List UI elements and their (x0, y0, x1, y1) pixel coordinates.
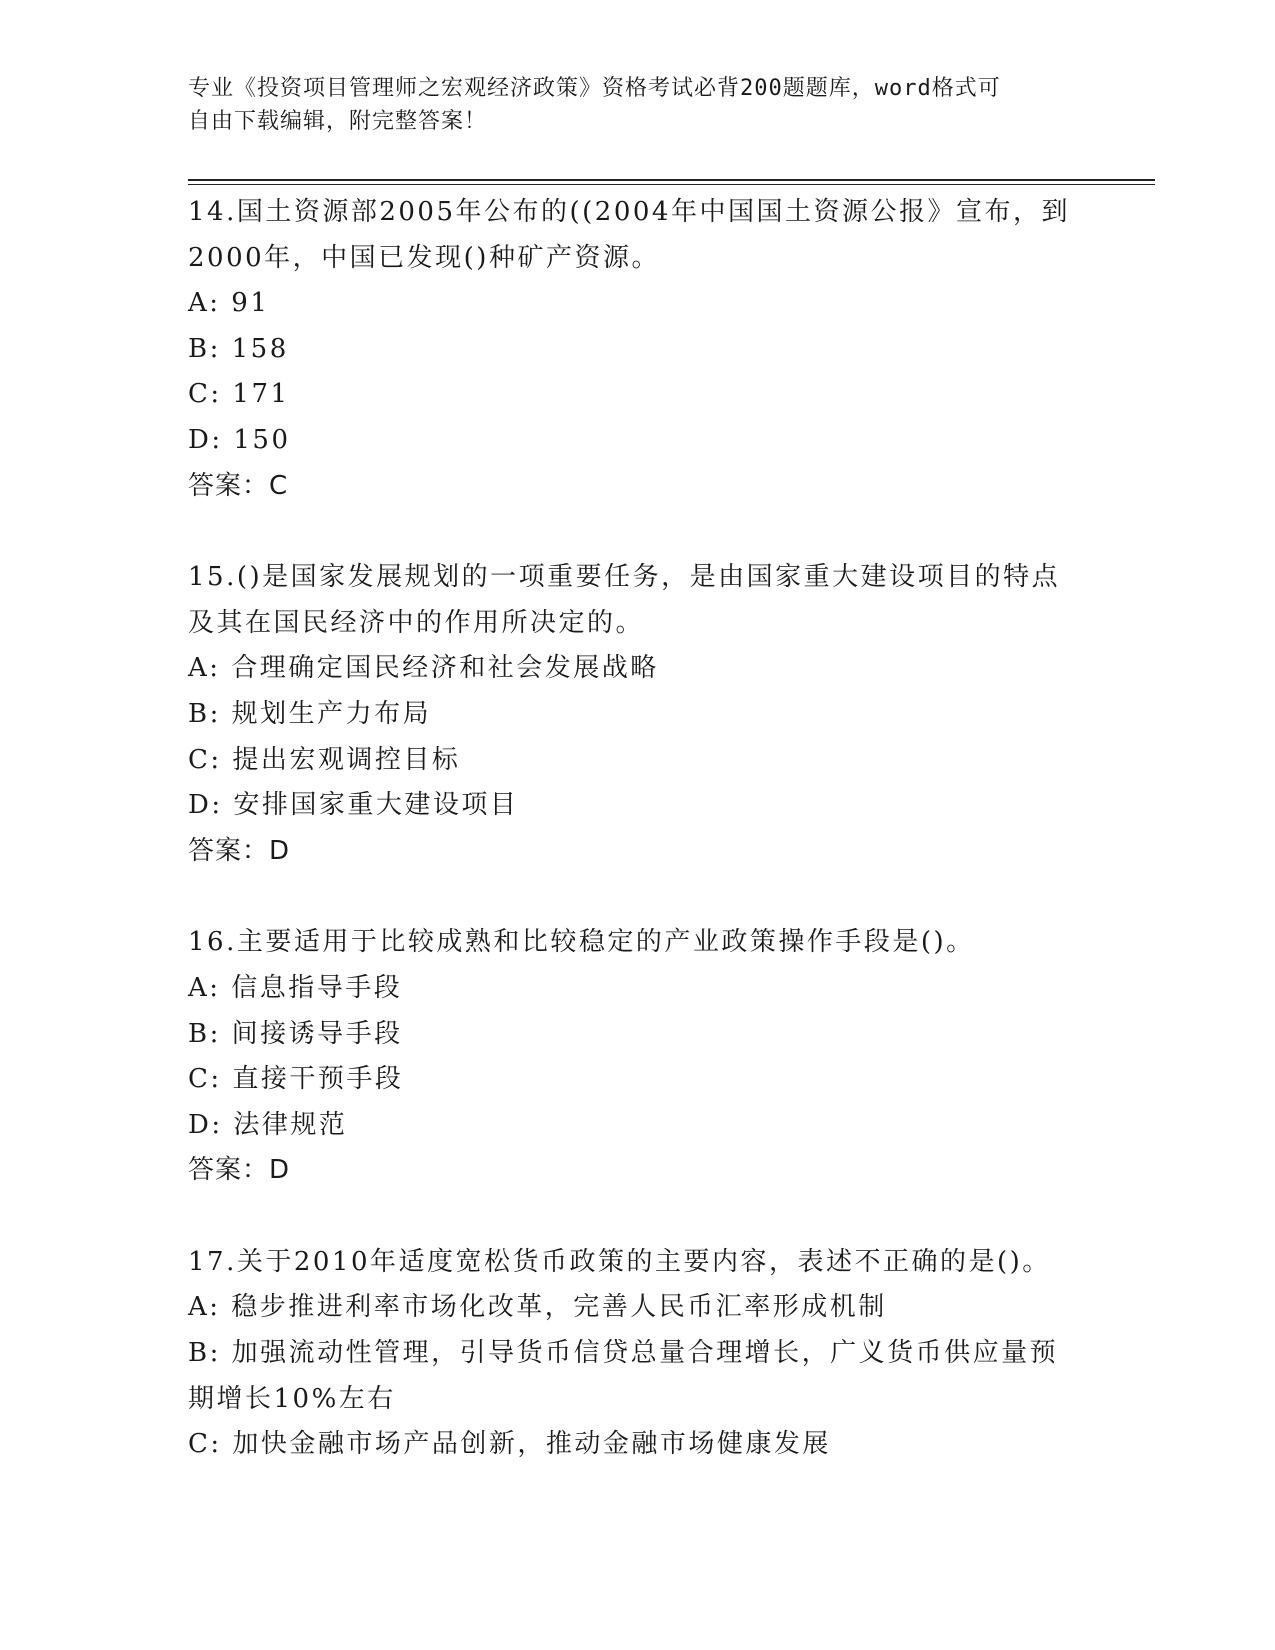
question-14 (188, 190, 1088, 509)
question-text-line: 2000年，中国已发现()种矿产资源。 (188, 242, 660, 273)
answer: 答案：C (188, 470, 289, 501)
question-text-line: 16.主要适用于比较成熟和比较稳定的产业政策操作手段是()。 (188, 927, 975, 958)
option-b: B: 158 (188, 333, 289, 364)
option-a: A: 稳步推进利率市场化改革，完善人民币汇率形成机制 (188, 1292, 887, 1323)
option-d: D: 安排国家重大建设项目 (188, 790, 519, 821)
option-d: D: 法律规范 (188, 1109, 348, 1140)
option-a: A: 91 (188, 288, 270, 319)
option-a: A: 合理确定国民经济和社会发展战略 (188, 653, 659, 684)
option-b-continuation: 期增长10%左右 (188, 1383, 396, 1414)
option-c: C: 直接干预手段 (188, 1064, 404, 1095)
option-d: D: 150 (188, 424, 291, 455)
question-15 (188, 555, 1088, 874)
answer: 答案：D (188, 1155, 291, 1186)
header-divider-top (188, 179, 1155, 181)
question-text-line: 及其在国民经济中的作用所决定的。 (188, 607, 645, 638)
question-text-line: 14.国土资源部2005年公布的((2004年中国国土资源公报》宣布，到 (188, 197, 1070, 227)
question-list (188, 190, 1088, 1468)
question-17 (188, 1240, 1088, 1468)
option-a: A: 信息指导手段 (188, 972, 403, 1003)
header-divider-bottom (188, 184, 1155, 185)
option-c: C: 提出宏观调控目标 (188, 744, 461, 775)
question-text-line: 15.()是国家发展规划的一项重要任务，是由国家重大建设项目的特点 (188, 562, 1061, 593)
option-b: B: 加强流动性管理，引导货币信贷总量合理增长，广义货币供应量预 (188, 1338, 1059, 1369)
option-b: B: 规划生产力布局 (188, 698, 432, 729)
option-b: B: 间接诱导手段 (188, 1018, 403, 1049)
option-c: C: 171 (188, 379, 290, 410)
answer: 答案：D (188, 835, 291, 866)
question-16 (188, 920, 1088, 1194)
header-line-2: 自由下载编辑，附完整答案！ (188, 109, 488, 134)
question-text-line: 17.关于2010年适度宽松货币政策的主要内容，表述不正确的是()。 (188, 1246, 1051, 1277)
option-c: C: 加快金融市场产品创新，推动金融市场健康发展 (188, 1429, 831, 1460)
document-header (188, 72, 1068, 138)
header-line-1: 专业《投资项目管理师之宏观经济政策》资格考试必背200题题库，word格式可 (188, 76, 1001, 101)
